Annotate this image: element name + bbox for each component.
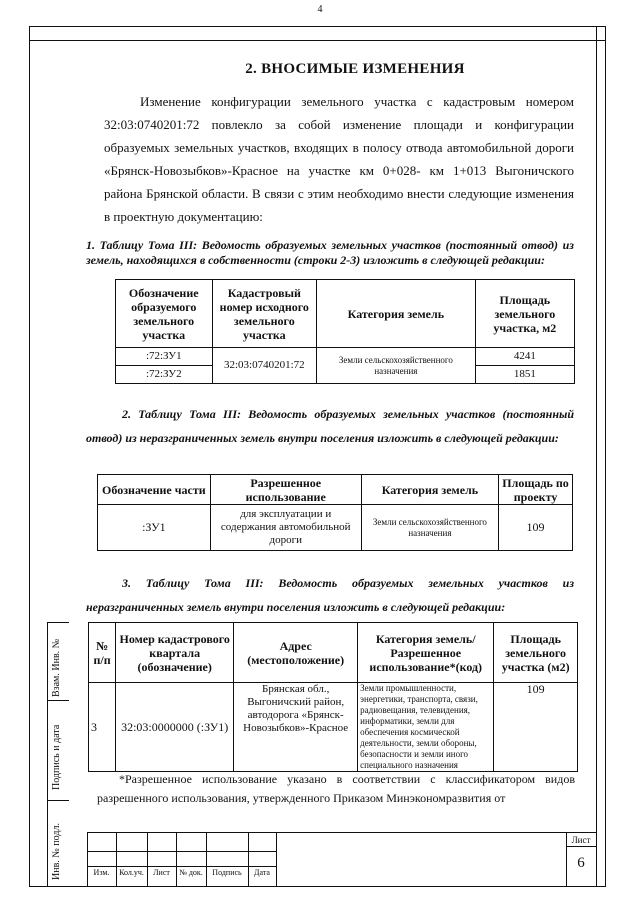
table-row — [98, 505, 573, 551]
t3-header: Площадь земельного участка (м2) — [494, 623, 578, 683]
t3-header: № п/п — [89, 623, 116, 683]
intro-paragraph: Изменение конфигурации земельного участка с кадастровым номером 32:03:0740201:72 повлекло за собой изменение площади и конфигурации образуемых земельных участков, входящих в полосу отвода автомобильной дороги «Брянск-Новозыбков»-Красное на участке км 0+028- км 1+013 Выгоничского района Брянской области. В связи с этим необходимо внести следующие изменения в проектную документацию: — [104, 94, 574, 224]
t1-cell-id: :72:ЗУ2 — [116, 366, 213, 384]
t3-cell-area: 109 — [494, 683, 578, 772]
t2-cell-use: для эксплуатации и содержания автомобильной дороги — [210, 505, 361, 551]
t3-cell-address: Брянская обл., Выгоничский район, автодорога «Брянск-Новозыбков»-Красное — [234, 683, 358, 772]
t1-cell-id: :72:ЗУ1 — [116, 348, 213, 366]
t1-cell-area: 1851 — [475, 366, 574, 384]
t1-header: Кадастровый номер исходного земельного участка — [212, 280, 317, 348]
t2-cell-category: Земли сельскохозяйственного назначения — [361, 505, 498, 551]
frame-right-rule — [596, 26, 597, 887]
stamp-col-label: Дата — [254, 868, 270, 877]
t3-cell-category: Земли промышленности, энергетики, транспорта, связи, радиовещания, телевидения, информатики, земли для обеспечения космической деятельности, земли обороны, безопасности и земли иного специального назначения — [358, 683, 494, 772]
stamp-col-label: Лист — [153, 868, 170, 877]
stamp-left-line — [87, 832, 88, 887]
stamp-top-line — [87, 832, 596, 833]
side-divider — [47, 700, 69, 701]
stamp-sheet-number: 6 — [577, 855, 585, 871]
stamp-col-label: Подпись — [212, 868, 242, 877]
frame-top-rule — [29, 40, 606, 41]
table-3 — [88, 622, 578, 772]
stamp-col-label: Кол.уч. — [119, 868, 144, 877]
t1-cell-area: 4241 — [475, 348, 574, 366]
section-title: 2. ВНОСИМЫЕ ИЗМЕНЕНИЯ — [245, 61, 465, 77]
table-2 — [97, 474, 573, 551]
t2-header: Разрешенное использование — [210, 475, 361, 505]
side-label-replace: Взам. Инв. № — [51, 638, 62, 697]
section1-heading: 1. Таблицу Тома III: Ведомость образуемых земельных участков (постоянный отвод) из земель, находящихся в собственности (строки 2-3) изложить в следующей редакции: — [86, 238, 574, 267]
t2-cell-area: 109 — [499, 505, 573, 551]
t1-cell-cadastral: 32:03:0740201:72 — [212, 348, 317, 384]
t3-cell-quarter: 32:03:0000000 (:ЗУ1) — [116, 683, 234, 772]
section3-heading: 3. Таблицу Тома III: Ведомость образуемых земельных участков из неразграниченных земель внутри поселения изложить в следующей редакции: — [86, 576, 574, 614]
t1-header: Обозначение образуемого земельного участка — [116, 280, 213, 348]
t3-header: Номер кадастрового квартала (обозначение) — [116, 623, 234, 683]
side-divider — [47, 622, 69, 623]
table-row — [116, 348, 575, 366]
stamp-col-label: № док. — [179, 868, 203, 877]
stamp-sheet-divider — [566, 846, 596, 847]
stamp-col-label: Изм. — [93, 868, 110, 877]
stamp-col-line — [116, 832, 117, 887]
section2-heading: 2. Таблицу Тома III: Ведомость образуемых земельных участков (постоянный отвод) из неразграниченных земель внутри поселения изложить в следующей редакции: — [86, 407, 574, 445]
table-1 — [115, 279, 575, 384]
t2-header: Категория земель — [361, 475, 498, 505]
stamp-col-line — [248, 832, 249, 887]
stamp-col-line — [206, 832, 207, 887]
side-label-signature: Подпись и дата — [51, 724, 62, 790]
table-row — [89, 683, 578, 772]
t2-cell-id: :ЗУ1 — [98, 505, 211, 551]
t1-cell-category: Земли сельскохозяйственного назначения — [317, 348, 476, 384]
t3-cell-num: 3 — [89, 683, 116, 772]
stamp-sheet-label: Лист — [571, 835, 591, 845]
t2-header: Площадь по проекту — [499, 475, 573, 505]
t1-header: Площадь земельного участка, м2 — [475, 280, 574, 348]
t2-header: Обозначение части — [98, 475, 211, 505]
t3-header: Адрес (местоположение) — [234, 623, 358, 683]
stamp-col-line — [276, 832, 277, 887]
t3-header: Категория земель/ Разрешенное использование*(код) — [358, 623, 494, 683]
footnote: *Разрешенное использование указано в соответствии с классификатором видов разрешенного использования, утвержденного Приказом Минэкономразвития от — [97, 772, 575, 805]
side-divider — [47, 800, 69, 801]
stamp-col-line — [147, 832, 148, 887]
t1-header: Категория земель — [317, 280, 476, 348]
stamp-col-line — [176, 832, 177, 887]
side-label-inventory: Инв. № подл. — [51, 823, 62, 880]
page-number: 4 — [317, 4, 323, 15]
